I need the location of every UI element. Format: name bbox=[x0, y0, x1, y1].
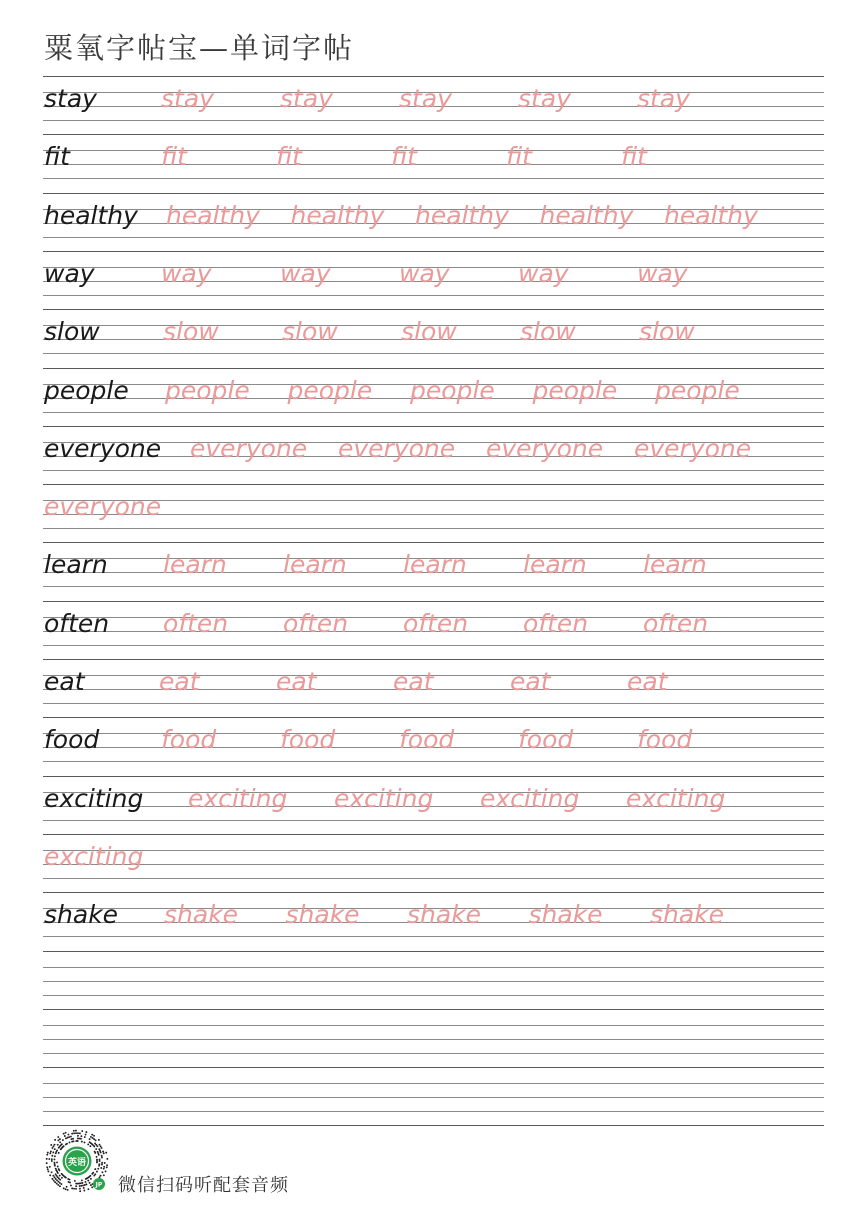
guide-rule bbox=[43, 981, 824, 982]
row-top-rule bbox=[43, 834, 824, 835]
trace-word: slow bbox=[639, 317, 695, 347]
trace-word: people bbox=[410, 375, 495, 405]
trace-word: often bbox=[163, 608, 229, 638]
trace-word: food bbox=[399, 725, 455, 755]
trace-word: learn bbox=[283, 550, 347, 580]
trace-word: learn bbox=[643, 550, 707, 580]
model-word: shake bbox=[44, 900, 119, 930]
trace-word: often bbox=[283, 608, 349, 638]
page-title: 粟氧字帖宝—单词字帖 bbox=[44, 31, 355, 65]
model-word: fit bbox=[44, 142, 70, 172]
trace-word: way bbox=[161, 258, 212, 288]
model-word: way bbox=[44, 258, 95, 288]
trace-word: stay bbox=[399, 84, 452, 113]
trace-word: shake bbox=[650, 900, 725, 930]
guide-rule bbox=[43, 353, 824, 354]
guide-rule bbox=[43, 470, 824, 471]
trace-word: fit bbox=[621, 142, 647, 172]
practice-row bbox=[43, 776, 824, 834]
guide-rule bbox=[43, 967, 824, 968]
trace-word: learn bbox=[163, 550, 227, 580]
model-word: eat bbox=[44, 667, 85, 696]
footer bbox=[42, 1127, 442, 1199]
practice-row bbox=[43, 542, 824, 600]
trace-word: often bbox=[643, 608, 709, 638]
guide-rule bbox=[43, 936, 824, 937]
trace-word: exciting bbox=[480, 783, 580, 813]
trace-word: learn bbox=[403, 550, 467, 580]
row-top-rule bbox=[43, 1067, 824, 1068]
trace-word: eat bbox=[510, 667, 551, 696]
trace-word: people bbox=[165, 375, 250, 405]
trace-word: food bbox=[637, 725, 693, 755]
trace-word: food bbox=[161, 725, 217, 755]
footer-caption: 微信扫码听配套音频 bbox=[118, 1175, 289, 1196]
trace-word: eat bbox=[393, 667, 434, 696]
trace-word: healthy bbox=[166, 200, 260, 230]
trace-word: healthy bbox=[415, 200, 509, 230]
trace-word: shake bbox=[164, 900, 239, 930]
practice-row bbox=[43, 834, 824, 892]
row-top-rule bbox=[43, 76, 824, 77]
practice-row bbox=[43, 1009, 824, 1067]
trace-word: exciting bbox=[44, 841, 144, 871]
trace-word: often bbox=[523, 608, 589, 638]
row-top-rule bbox=[43, 601, 824, 602]
guide-rule bbox=[43, 864, 824, 865]
model-word: people bbox=[44, 375, 129, 405]
row-top-rule bbox=[43, 542, 824, 543]
row-top-rule bbox=[43, 1009, 824, 1010]
trace-word: often bbox=[403, 608, 469, 638]
guide-rule bbox=[43, 645, 824, 646]
model-word: food bbox=[44, 725, 100, 755]
trace-word: slow bbox=[163, 317, 219, 347]
trace-word: shake bbox=[285, 900, 360, 930]
row-top-rule bbox=[43, 776, 824, 777]
trace-word: people bbox=[655, 375, 740, 405]
model-word: everyone bbox=[44, 433, 162, 463]
practice-row bbox=[43, 659, 824, 717]
trace-word: eat bbox=[276, 667, 317, 696]
trace-word: healthy bbox=[664, 200, 758, 230]
model-word: healthy bbox=[44, 200, 138, 230]
row-top-rule bbox=[43, 134, 824, 135]
trace-word: people bbox=[532, 375, 618, 405]
row-top-rule bbox=[43, 193, 824, 194]
guide-rule bbox=[43, 586, 824, 587]
guide-rule bbox=[43, 703, 824, 704]
practice-row bbox=[43, 717, 824, 775]
trace-word: healthy bbox=[539, 200, 634, 230]
trace-word: exciting bbox=[188, 783, 288, 813]
trace-word: stay bbox=[161, 84, 214, 113]
trace-word: shake bbox=[407, 900, 482, 930]
trace-word: food bbox=[280, 725, 336, 755]
practice-row bbox=[43, 76, 824, 134]
trace-word: everyone bbox=[486, 433, 604, 463]
row-top-rule bbox=[43, 659, 824, 660]
qr-badge-label: 英语 bbox=[67, 1158, 87, 1168]
guide-rule bbox=[43, 1025, 824, 1026]
trace-word: stay bbox=[518, 84, 571, 113]
guide-rule bbox=[43, 1083, 824, 1084]
trace-word: everyone bbox=[338, 433, 456, 463]
guide-rule bbox=[43, 178, 824, 179]
trace-word: fit bbox=[391, 142, 417, 172]
qr-corner-label: JP bbox=[95, 1181, 103, 1189]
trace-word: learn bbox=[523, 550, 587, 580]
model-word: slow bbox=[44, 317, 100, 347]
trace-word: slow bbox=[401, 317, 457, 347]
model-word: learn bbox=[44, 550, 108, 580]
row-top-rule bbox=[43, 309, 824, 310]
trace-word: everyone bbox=[190, 433, 308, 463]
trace-word: way bbox=[518, 258, 569, 288]
guide-rule bbox=[43, 412, 824, 413]
trace-word: stay bbox=[280, 84, 333, 113]
trace-word: stay bbox=[637, 84, 690, 113]
guide-rule bbox=[43, 237, 824, 238]
trace-word: fit bbox=[161, 142, 187, 172]
guide-rule bbox=[43, 1111, 824, 1112]
trace-word: healthy bbox=[290, 200, 385, 230]
practice-row bbox=[43, 892, 824, 950]
trace-word: fit bbox=[506, 142, 532, 172]
guide-rule bbox=[43, 120, 824, 121]
model-word: stay bbox=[44, 84, 97, 113]
guide-rule bbox=[43, 850, 824, 851]
guide-rule bbox=[43, 295, 824, 296]
trace-word: everyone bbox=[44, 492, 162, 522]
guide-rule bbox=[43, 878, 824, 879]
trace-word: everyone bbox=[634, 433, 752, 463]
guide-rule bbox=[43, 1097, 824, 1098]
row-top-rule bbox=[43, 426, 824, 427]
qr-code-icon[interactable] bbox=[42, 1127, 112, 1197]
trace-word: eat bbox=[627, 667, 668, 696]
guide-rule bbox=[43, 1053, 824, 1054]
trace-word: eat bbox=[159, 667, 200, 696]
practice-row bbox=[43, 951, 824, 1009]
trace-word: people bbox=[287, 375, 373, 405]
practice-row bbox=[43, 251, 824, 309]
guide-rule bbox=[43, 820, 824, 821]
trace-word: fit bbox=[276, 142, 302, 172]
guide-rule bbox=[43, 761, 824, 762]
model-word: often bbox=[44, 608, 110, 638]
guide-rule bbox=[43, 528, 824, 529]
row-top-rule bbox=[43, 251, 824, 252]
trace-word: shake bbox=[528, 900, 603, 930]
practice-row bbox=[43, 484, 824, 542]
trace-word: way bbox=[280, 258, 331, 288]
practice-row bbox=[43, 134, 824, 192]
trace-word: way bbox=[637, 258, 688, 288]
practice-row bbox=[43, 426, 824, 484]
guide-rule bbox=[43, 995, 824, 996]
row-top-rule bbox=[43, 484, 824, 485]
trace-word: slow bbox=[282, 317, 338, 347]
practice-row bbox=[43, 601, 824, 659]
row-top-rule bbox=[43, 892, 824, 893]
trace-word: exciting bbox=[626, 783, 726, 813]
row-top-rule bbox=[43, 951, 824, 952]
practice-row bbox=[43, 309, 824, 367]
trace-word: slow bbox=[520, 317, 576, 347]
trace-word: way bbox=[399, 258, 450, 288]
row-top-rule bbox=[43, 717, 824, 718]
practice-row bbox=[43, 193, 824, 251]
row-top-rule bbox=[43, 368, 824, 369]
trace-word: exciting bbox=[334, 783, 434, 813]
practice-row bbox=[43, 368, 824, 426]
practice-row bbox=[43, 1067, 824, 1125]
trace-word: food bbox=[518, 725, 574, 755]
guide-rule bbox=[43, 1039, 824, 1040]
model-word: exciting bbox=[44, 783, 144, 813]
